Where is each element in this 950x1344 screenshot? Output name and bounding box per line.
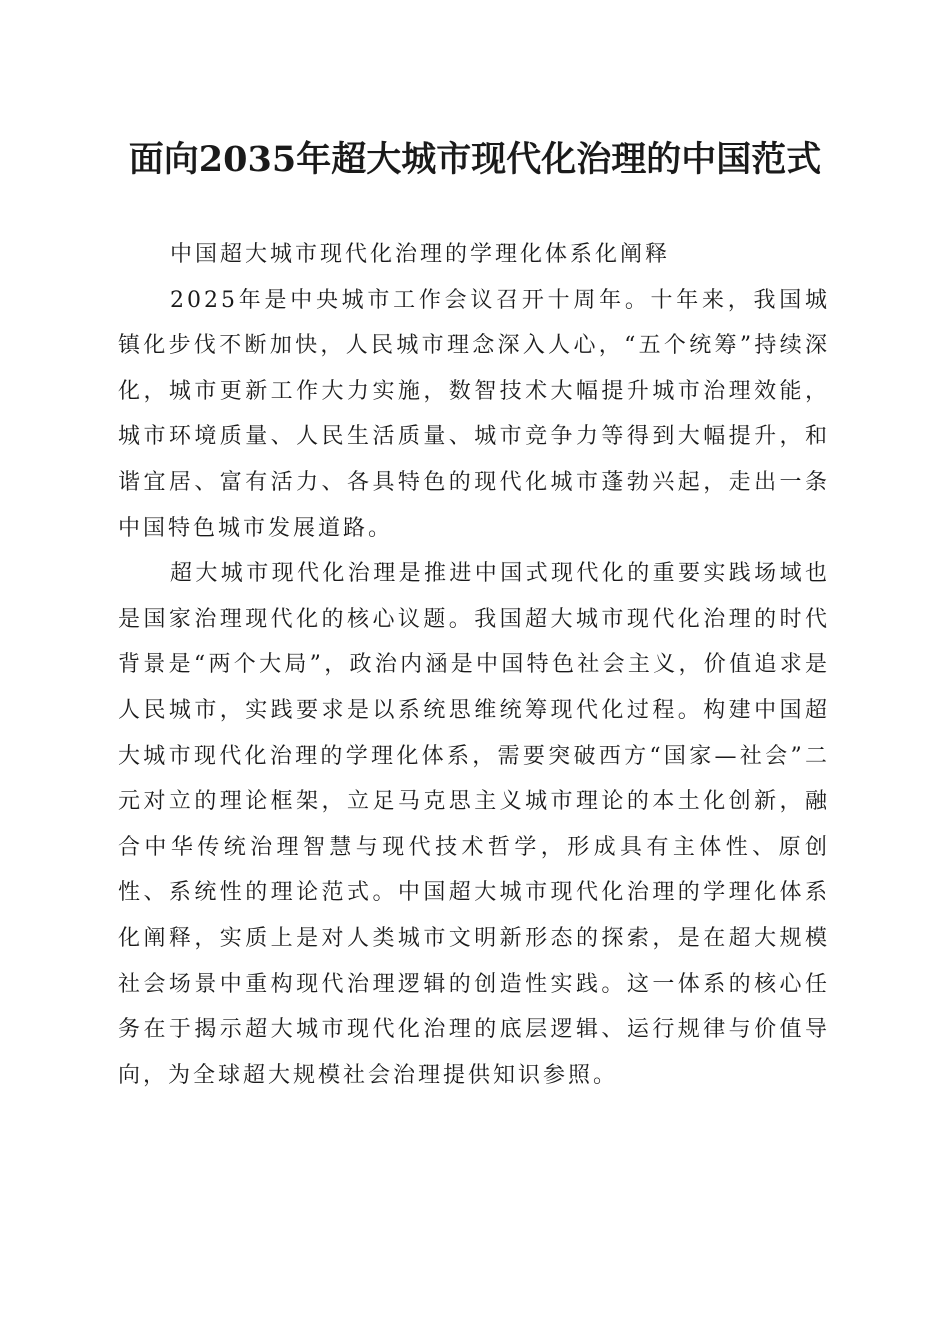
subheading: 中国超大城市现代化治理的学理化体系化阐释: [170, 242, 671, 267]
paragraph-2: 超大城市现代化治理是推进中国式现代化的重要实践场域也是国家治理现代化的核心议题。我国超大城市现代化治理的时代背景是“两个大局”，政治内涵是中国特色社会主义，价值追求是人民城市，实践要求是以系统思维统筹现代化过程。构建中国超大城市现代化治理的学理化体系，需要突破西方“国家—社会”二元对立的理论框架，立足马克思主义城市理论的本土化创新，融合中华传统治理智慧与现代技术哲学，形成具有主体性、原创性、系统性的理论范式。中国超大城市现代化治理的学理化体系化阐释，实质上是对人类城市文明新形态的探索，是在超大规模社会场景中重构现代治理逻辑的创造性实践。这一体系的核心任务在于揭示超大城市现代化治理的底层逻辑、运行规律与价值导向，为全球超大规模社会治理提供知识参照。: [118, 561, 830, 1088]
document-body: [118, 232, 830, 1098]
document-title: 面向2035年超大城市现代化治理的中国范式: [128, 139, 822, 180]
paragraph-1: 2025年是中央城市工作会议召开十周年。十年来，我国城镇化步伐不断加快，人民城市理念深入人心，“五个统筹”持续深化，城市更新工作大力实施，数智技术大幅提升城市治理效能，城市环境质量、人民生活质量、城市竞争力等得到大幅提升，和谐宜居、富有活力、各具特色的现代化城市蓬勃兴起，走出一条中国特色城市发展道路。: [118, 287, 830, 541]
